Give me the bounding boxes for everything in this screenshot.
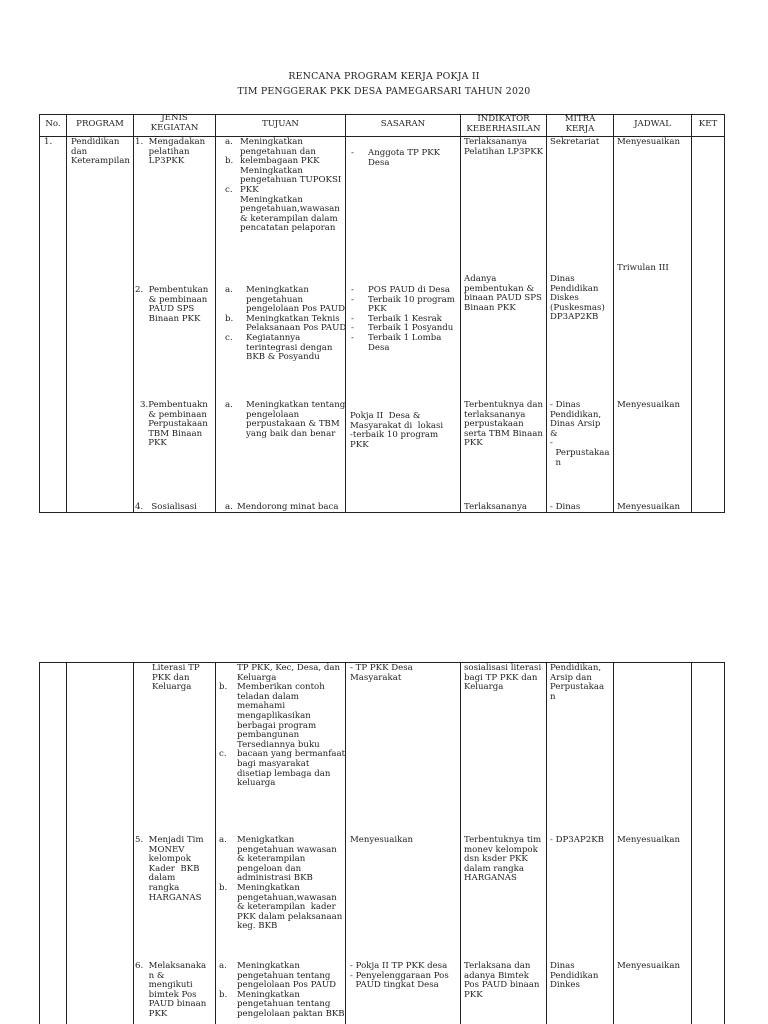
column-divider bbox=[724, 114, 725, 513]
activity-3-tujuan-marker: a. bbox=[225, 400, 233, 410]
activity-5-sasaran: Menyesuaikan bbox=[350, 835, 414, 845]
column-divider bbox=[345, 662, 346, 1024]
activity-2-indikator: Adanya pembentukan & binaan PAUD SPS Binaan PKK bbox=[464, 274, 542, 313]
activity-4-cont-sasaran: - TP PKK Desa Masyarakat bbox=[350, 663, 413, 683]
header-mitra-kerja: MITRA KERJA bbox=[564, 114, 596, 134]
activity-4-jadwal: Menyesuaikan bbox=[617, 502, 681, 512]
activity-3-sasaran: Pokja II Desa & Masyarakat di lokasi -terbaik 10 program PKK bbox=[350, 411, 444, 450]
activity-4-tujuan: Mendorong minat baca bbox=[237, 502, 339, 512]
activity-3-jadwal: Menyesuaikan bbox=[617, 400, 681, 410]
activity-6-tujuan-markers: a. b. bbox=[219, 961, 228, 1000]
activity-1-mitra: Sekretariat bbox=[550, 137, 600, 147]
column-divider bbox=[215, 662, 216, 1024]
activity-5-tujuan-markers: a. b. bbox=[219, 835, 228, 893]
activity-4-cont-indikator: sosialisasi literasi bagi TP PKK dan Keluarga bbox=[464, 663, 542, 693]
activity-4-indikator: Terlaksananya bbox=[464, 502, 528, 512]
column-divider bbox=[460, 114, 461, 513]
activity-1-sasaran: Anggota TP PKK Desa bbox=[368, 148, 441, 168]
column-divider bbox=[39, 662, 40, 1024]
column-divider bbox=[691, 662, 692, 1024]
activity-3-mitra: - Dinas Pendidikan, Dinas Arsip & - Perpustakaa n bbox=[550, 400, 610, 468]
header-jenis-kegiatan: JENIS KEGIATAN bbox=[150, 113, 199, 133]
header-jadwal: JADWAL bbox=[634, 119, 671, 129]
header-sasaran: SASARAN bbox=[380, 119, 426, 129]
activity-5-jadwal: Menyesuaikan bbox=[617, 835, 681, 845]
activity-2-tujuan: Meningkatkan pengetahuan pengelolaan Pos PAUD Meningkatkan Teknis Pelaksanaan Pos PAUD Kegiatannya terintegrasi dengan BKB & Posyandu bbox=[246, 285, 347, 363]
activity-6-jadwal: Menyesuaikan bbox=[617, 961, 681, 971]
activity-1-tujuan-markers: a. b. c. bbox=[225, 137, 234, 195]
activity-2-jenis: 2. Pembentukan & pembinaan PAUD SPS Binaan PKK bbox=[135, 285, 209, 324]
activity-4-mitra: - Dinas bbox=[550, 502, 581, 512]
activity-1-indikator: Terlaksananya Pelatihan LP3PKK bbox=[464, 137, 544, 157]
activity-5-jenis: 5. Menjadi Tim MONEV kelompok Kader BKB dalam rangka HARGANAS bbox=[135, 835, 204, 903]
document-subtitle: TIM PENGGERAK PKK DESA PAMEGARSARI TAHUN 2020 bbox=[237, 86, 531, 97]
column-divider bbox=[133, 114, 134, 513]
activity-3-indikator: Terbentuknya dan terlaksananya perpustakaan serta TBM Binaan PKK bbox=[464, 400, 543, 449]
activity-5-mitra: - DP3AP2KB bbox=[550, 835, 604, 845]
header-tujuan: TUJUAN bbox=[262, 119, 299, 129]
activity-2-sasaran-markers: - - - - - bbox=[351, 285, 354, 343]
column-divider bbox=[724, 662, 725, 1024]
activity-5-indikator: Terbentuknya tim monev kelompok dsn ksder PKK dalam rangka HARGANAS bbox=[464, 835, 542, 884]
activity-4-cont-jenis: Literasi TP PKK dan Keluarga bbox=[152, 663, 200, 693]
column-divider bbox=[613, 114, 614, 513]
column-divider bbox=[215, 114, 216, 513]
activity-4-jenis: 4. Sosialisasi bbox=[135, 502, 197, 512]
header-ket: KET bbox=[698, 119, 718, 129]
activity-2-mitra: Dinas Pendidikan Diskes (Puskesmas) DP3AP2KB bbox=[550, 274, 605, 323]
column-divider bbox=[133, 662, 134, 1024]
activity-2-tujuan-markers: a. b. c. bbox=[225, 285, 234, 343]
column-divider bbox=[613, 662, 614, 1024]
row-number: 1. bbox=[44, 137, 53, 147]
column-divider bbox=[691, 114, 692, 513]
activity-1-jadwal: Menyesuaikan bbox=[617, 137, 681, 147]
activity-4-cont-tujuan: TP PKK, Kec, Desa, dan Keluarga Memberikan contoh teladan dalam memahami mengaplikasikan berbagai program pembangunan Tersediannya buku bacaan yang bermanfaat bagi masyarakat disetiap lembaga dan keluarga bbox=[237, 663, 346, 789]
activity-1-jenis: 1. Mengadakan pelatihan LP3PKK bbox=[135, 137, 206, 167]
column-divider bbox=[39, 114, 40, 513]
column-divider bbox=[546, 114, 547, 513]
header-indikator: INDIKATOR KEBERHASILAN bbox=[466, 114, 541, 134]
activity-5-tujuan: Menigkatkan pengetahuan wawasan & keterampilan pengeloan dan administrasi BKB Meningkatkan pengetahuan,wawasan & keterampilan kader PKK dalam pelaksanaan keg. BKB bbox=[237, 835, 343, 932]
activity-3-jenis: 3.Pembentuakn & pembinaan Perpustakaan TBM Binaan PKK bbox=[140, 400, 208, 449]
activity-4-cont-mitra: Pendidikan, Arsip dan Perpustakaa n bbox=[550, 663, 605, 702]
column-divider bbox=[546, 662, 547, 1024]
activity-2-sasaran: POS PAUD di Desa Terbaik 10 program PKK Terbaik 1 Kesrak Terbaik 1 Posyandu Terbaik 1 Lomba Desa bbox=[368, 285, 455, 353]
activity-6-tujuan: Meningkatkan pengetahuan tentang pengelolaan Pos PAUD Meningkatkan pengetahuan tentang pengelolaan paktan BKB bbox=[237, 961, 345, 1019]
program-name: Pendidikan dan Keterampilan bbox=[71, 137, 130, 167]
document-title: RENCANA PROGRAM KERJA POKJA II bbox=[288, 71, 480, 82]
activity-6-indikator: Terlaksana dan adanya Bimtek Pos PAUD binaan PKK bbox=[464, 961, 540, 1000]
activity-1-tujuan: Meningkatkan pengetahuan dan kelembagaan PKK Meningkatkan pengetahuan TUPOKSI PKK Meningkatkan pengetahuan,wawasan & keterampilan dalam pencatatan pelaporan bbox=[240, 137, 342, 234]
column-divider bbox=[460, 662, 461, 1024]
activity-6-jenis: 6. Melaksanaka n & mengikuti bimtek Pos PAUD binaan PKK bbox=[135, 961, 207, 1019]
activity-4-cont-tujuan-markers: b. c. bbox=[219, 682, 228, 760]
activity-6-sasaran: - Pokja II TP PKK desa - Penyelenggaraan Pos PAUD tingkat Desa bbox=[350, 961, 449, 991]
column-divider bbox=[66, 662, 67, 1024]
activity-4-tujuan-marker: a. bbox=[225, 502, 233, 512]
activity-2-jadwal: Triwulan III bbox=[617, 263, 669, 273]
activity-3-tujuan: Meningkatkan tentang pengelolaan perpustakaan & TBM yang baik dan benar bbox=[246, 400, 346, 439]
header-program: PROGRAM bbox=[76, 119, 124, 129]
column-divider bbox=[66, 114, 67, 513]
header-no: No. bbox=[45, 119, 61, 129]
activity-6-mitra: Dinas Pendidikan Dinkes bbox=[550, 961, 599, 991]
activity-1-sasaran-marker: - bbox=[351, 148, 354, 158]
